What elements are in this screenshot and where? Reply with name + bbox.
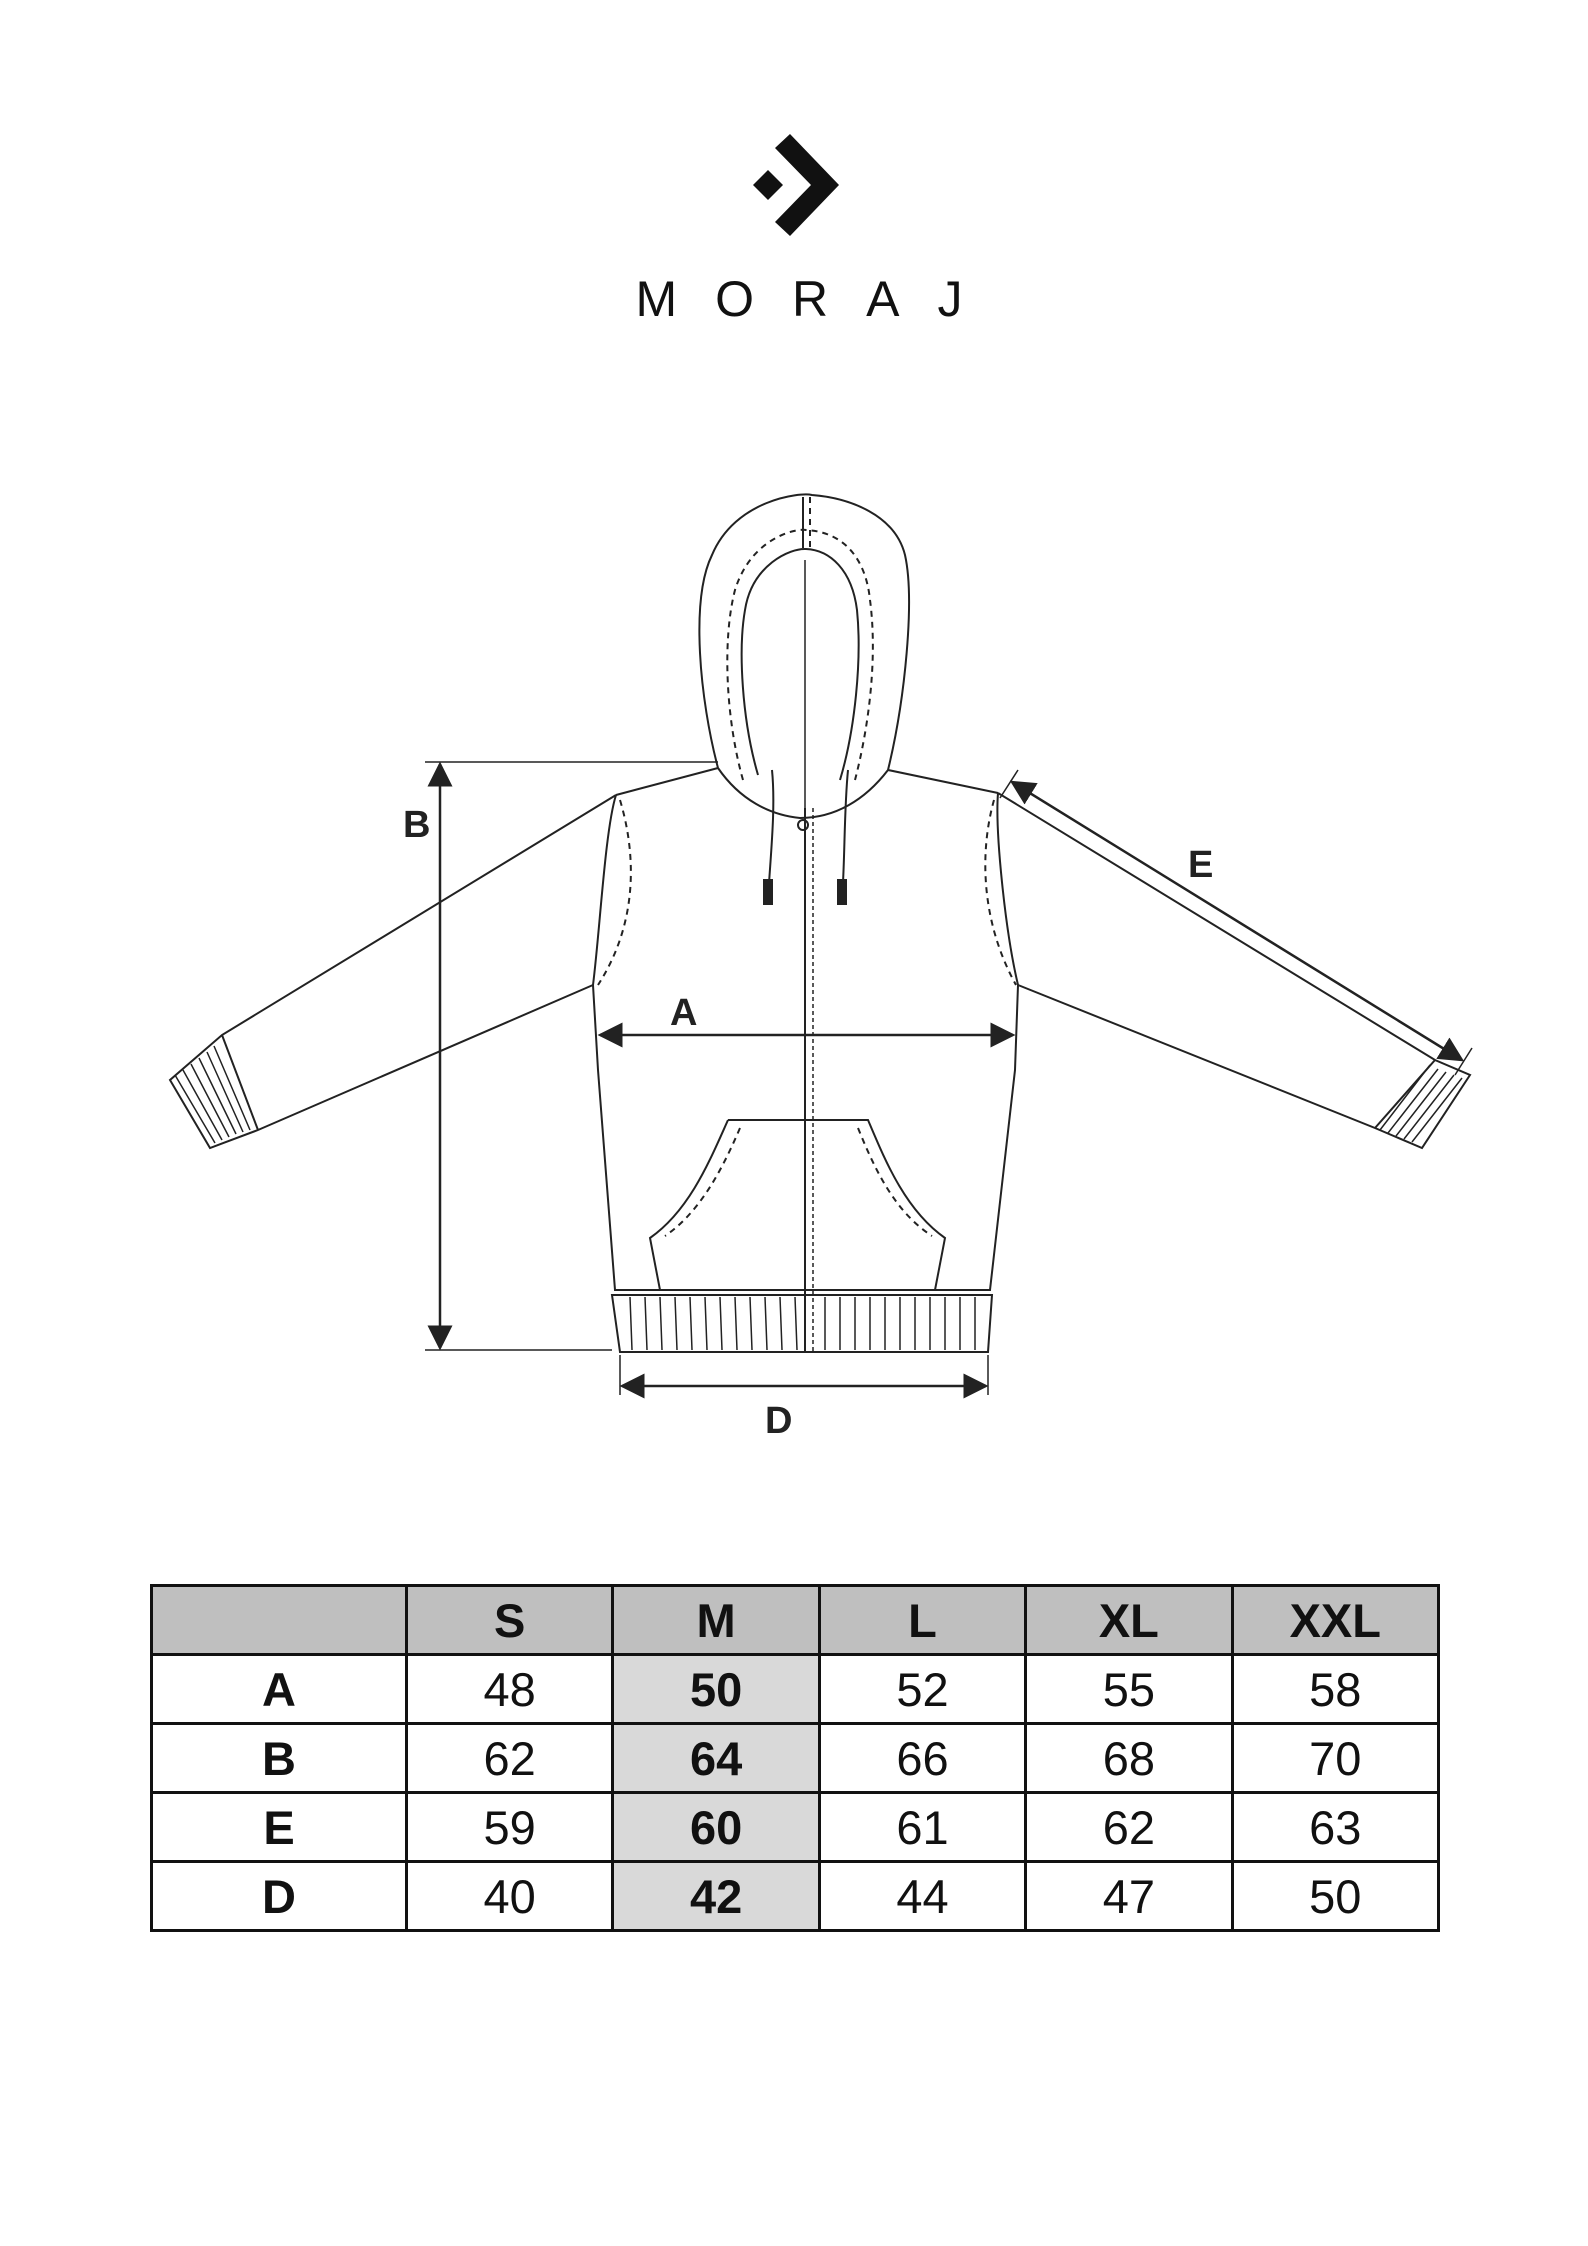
header-cell-xl: XL (1026, 1586, 1232, 1655)
table-cell-highlight: 50 (613, 1655, 819, 1724)
table-cell: 63 (1232, 1793, 1438, 1862)
table-cell: 44 (819, 1862, 1025, 1931)
table-cell: 61 (819, 1793, 1025, 1862)
dimension-label-b: B (403, 804, 431, 846)
header-cell-m: M (613, 1586, 819, 1655)
dimension-label-e: E (1188, 844, 1214, 886)
hood-outer (699, 494, 909, 770)
row-label: A (152, 1655, 407, 1724)
table-header-row (152, 1586, 1439, 1655)
table-cell: 50 (1232, 1862, 1438, 1931)
dimension-label-a: A (670, 992, 698, 1034)
table-cell: 47 (1026, 1862, 1232, 1931)
size-chart-table (150, 1584, 1440, 1932)
table-row (152, 1724, 1439, 1793)
kangaroo-pocket (650, 1120, 945, 1290)
table-cell: 40 (407, 1862, 613, 1931)
table-row (152, 1655, 1439, 1724)
table-cell: 52 (819, 1655, 1025, 1724)
header-cell-empty (152, 1586, 407, 1655)
measure-line-e (1012, 782, 1462, 1060)
table-cell: 62 (407, 1724, 613, 1793)
table-cell: 55 (1026, 1655, 1232, 1724)
table-cell-highlight: 60 (613, 1793, 819, 1862)
row-label: B (152, 1724, 407, 1793)
dimension-label-d: D (765, 1400, 793, 1442)
brand-name: MORAJ (635, 271, 1001, 327)
table-cell: 70 (1232, 1724, 1438, 1793)
table-cell: 68 (1026, 1724, 1232, 1793)
waistband (612, 1295, 992, 1352)
table-cell: 66 (819, 1724, 1025, 1793)
row-label: E (152, 1793, 407, 1862)
header-cell-xxl: XXL (1232, 1586, 1438, 1655)
right-sleeve (998, 793, 1470, 1148)
left-sleeve (170, 795, 616, 1148)
table-row (152, 1862, 1439, 1931)
header-cell-l: L (819, 1586, 1025, 1655)
hood-inner (742, 549, 859, 780)
table-cell: 58 (1232, 1655, 1438, 1724)
table-cell: 48 (407, 1655, 613, 1724)
row-label: D (152, 1862, 407, 1931)
table-cell: 59 (407, 1793, 613, 1862)
table-cell-highlight: 64 (613, 1724, 819, 1793)
table-row (152, 1793, 1439, 1862)
header-cell-s: S (407, 1586, 613, 1655)
table-cell: 62 (1026, 1793, 1232, 1862)
table-cell-highlight: 42 (613, 1862, 819, 1931)
